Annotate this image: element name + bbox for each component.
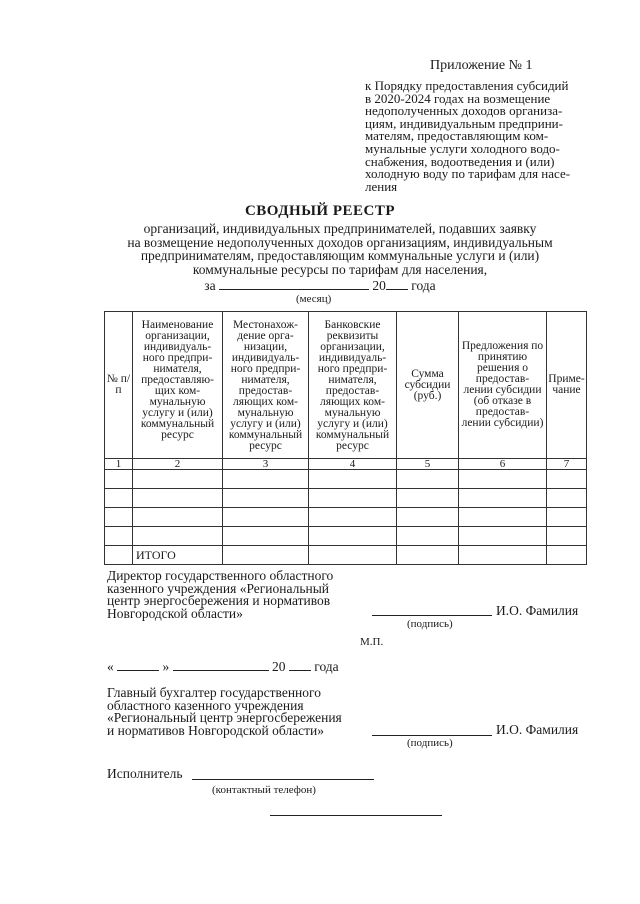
year-blank <box>386 278 408 290</box>
table-cell <box>459 546 547 565</box>
appendix-line: в 2020-2024 годах на возмещение <box>365 90 551 106</box>
column-number: 7 <box>547 459 587 470</box>
subtitle-line: на возмещение недополученных доходов организациям, индивидуальным <box>127 234 553 250</box>
table-cell <box>133 489 223 508</box>
appendix-title: Приложение № 1 <box>430 58 533 73</box>
table-cell <box>459 527 547 546</box>
table-cell <box>397 508 459 527</box>
table-cell <box>397 546 459 565</box>
table-cell <box>459 470 547 489</box>
header-subsidy-amount: Сумма субсидии (руб.) <box>397 312 459 459</box>
header-note: Приме- чание <box>547 312 587 459</box>
bottom-line <box>270 805 442 816</box>
period-year-prefix: 20 <box>372 278 386 293</box>
month-caption: (месяц) <box>296 293 332 305</box>
table-cell <box>223 527 309 546</box>
director-title-line: центр энергосбережения и нормативов <box>107 593 331 608</box>
executor-line <box>192 766 374 780</box>
appendix-line: к Порядку предоставления субсидий <box>365 78 569 93</box>
appendix-text <box>365 80 597 193</box>
table-cell <box>133 470 223 489</box>
column-number: 3 <box>223 459 309 470</box>
total-label: ИТОГО <box>133 546 223 565</box>
header-decision-proposals: Предложения по принятию решения о предостав- лении субсидии (об отказе в предостав- лении субсидии) <box>459 312 547 459</box>
period-line <box>0 278 640 294</box>
table-cell <box>547 470 587 489</box>
accountant-title <box>107 687 342 737</box>
column-number: 4 <box>309 459 397 470</box>
date-close-quote: » <box>162 659 170 674</box>
day-blank <box>117 659 159 671</box>
table-cell <box>223 489 309 508</box>
appendix-line: холодную воду по тарифам для насе- <box>365 166 571 182</box>
table-cell <box>547 508 587 527</box>
header-organization-name: Наименование организации, индивидуаль- ного предпри- нимателя, предоставляю- щих ком- мунальную услугу и (или) коммунальный ресурс <box>133 312 223 459</box>
table-row <box>105 527 587 546</box>
table-cell <box>397 470 459 489</box>
director-signature-caption: (подпись) <box>407 618 453 630</box>
date-year-prefix: 20 <box>272 659 286 674</box>
accountant-name: И.О. Фамилия <box>496 722 579 737</box>
year-blank-date <box>289 659 311 671</box>
appendix-line: мателям, предоставляющим ком- <box>365 128 549 144</box>
table-row <box>105 470 587 489</box>
director-signature-line <box>372 603 492 616</box>
table-cell <box>397 527 459 546</box>
period-year-suffix: года <box>411 278 436 293</box>
director-title-line: Директор государственного областного <box>107 568 334 583</box>
table-row <box>105 489 587 508</box>
table-cell <box>133 508 223 527</box>
header-location: Местонахож- дение орга- низации, индивидуаль- ного предпри- нимателя, предостав- ляющих ком- мунальную услугу и (или) коммунальный ресурс <box>223 312 309 459</box>
table-cell <box>105 546 133 565</box>
header-bank-details: Банковские реквизиты организации, индивидуаль- ного предпри- нимателя, предостав- ляющих ком- мунальную услугу и (или) коммунальный ресурс <box>309 312 397 459</box>
column-number: 2 <box>133 459 223 470</box>
table-cell <box>105 527 133 546</box>
table-cell <box>309 527 397 546</box>
appendix-line: недополученных доходов организа- <box>365 103 563 119</box>
subtitle-line: коммунальные ресурсы по тарифам для населения, <box>192 261 488 277</box>
table-cell <box>547 527 587 546</box>
table-row <box>105 508 587 527</box>
column-number: 5 <box>397 459 459 470</box>
total-row <box>105 546 587 565</box>
director-title <box>107 570 333 620</box>
date-line <box>107 659 339 675</box>
column-number: 1 <box>105 459 133 470</box>
date-year-suffix: года <box>314 659 339 674</box>
director-title-line: казенного учреждения «Региональный <box>107 580 330 596</box>
table-cell <box>397 489 459 508</box>
stamp-label: М.П. <box>360 636 384 648</box>
appendix-line: снабжения, водоотведения и (или) <box>365 153 555 169</box>
subtitle-line: предпринимателям, предоставляющим коммунальные услуги и (или) <box>140 248 540 263</box>
appendix-line: мунальные услуги холодного водо- <box>365 140 560 156</box>
director-name: И.О. Фамилия <box>496 603 579 618</box>
table-cell <box>309 489 397 508</box>
table-cell <box>133 527 223 546</box>
accountant-title-line: областного казенного учреждения <box>107 697 304 713</box>
table-cell <box>547 546 587 565</box>
table-header-row <box>105 312 587 459</box>
table-cell <box>223 546 309 565</box>
table-cell <box>459 489 547 508</box>
subtitle-line: организаций, индивидуальных предпринимателей, подавших заявку <box>143 221 537 236</box>
date-open-quote: « <box>107 659 114 674</box>
document-title: СВОДНЫЙ РЕЕСТР <box>244 203 396 219</box>
table-cell <box>105 489 133 508</box>
director-title-line: Новгородской области» <box>107 605 243 621</box>
column-number-row <box>105 459 587 470</box>
table-cell <box>309 508 397 527</box>
appendix-line: ления <box>365 178 398 194</box>
column-number: 6 <box>459 459 547 470</box>
document-subtitle <box>100 222 580 276</box>
accountant-signature-caption: (подпись) <box>407 737 453 749</box>
accountant-title-line: «Региональный центр энергосбережения <box>107 710 342 725</box>
appendix-line: циям, индивидуальным предприни- <box>365 115 563 131</box>
accountant-title-line: Главный бухгалтер государственного <box>107 685 321 700</box>
accountant-signature-line <box>372 723 492 736</box>
executor-phone-caption: (контактный телефон) <box>212 784 316 796</box>
header-number: № п/п <box>105 312 133 459</box>
table-cell <box>309 546 397 565</box>
table-cell <box>459 508 547 527</box>
table-cell <box>105 470 133 489</box>
table-cell <box>223 470 309 489</box>
table-cell <box>105 508 133 527</box>
table-cell <box>547 489 587 508</box>
table-cell <box>309 470 397 489</box>
accountant-title-line: и нормативов Новгородской области» <box>107 722 325 738</box>
month-blank-date <box>173 659 269 671</box>
executor-label: Исполнитель <box>107 766 183 781</box>
table-cell <box>223 508 309 527</box>
month-blank <box>219 278 369 290</box>
registry-table <box>104 311 587 565</box>
period-prefix: за <box>204 278 216 293</box>
